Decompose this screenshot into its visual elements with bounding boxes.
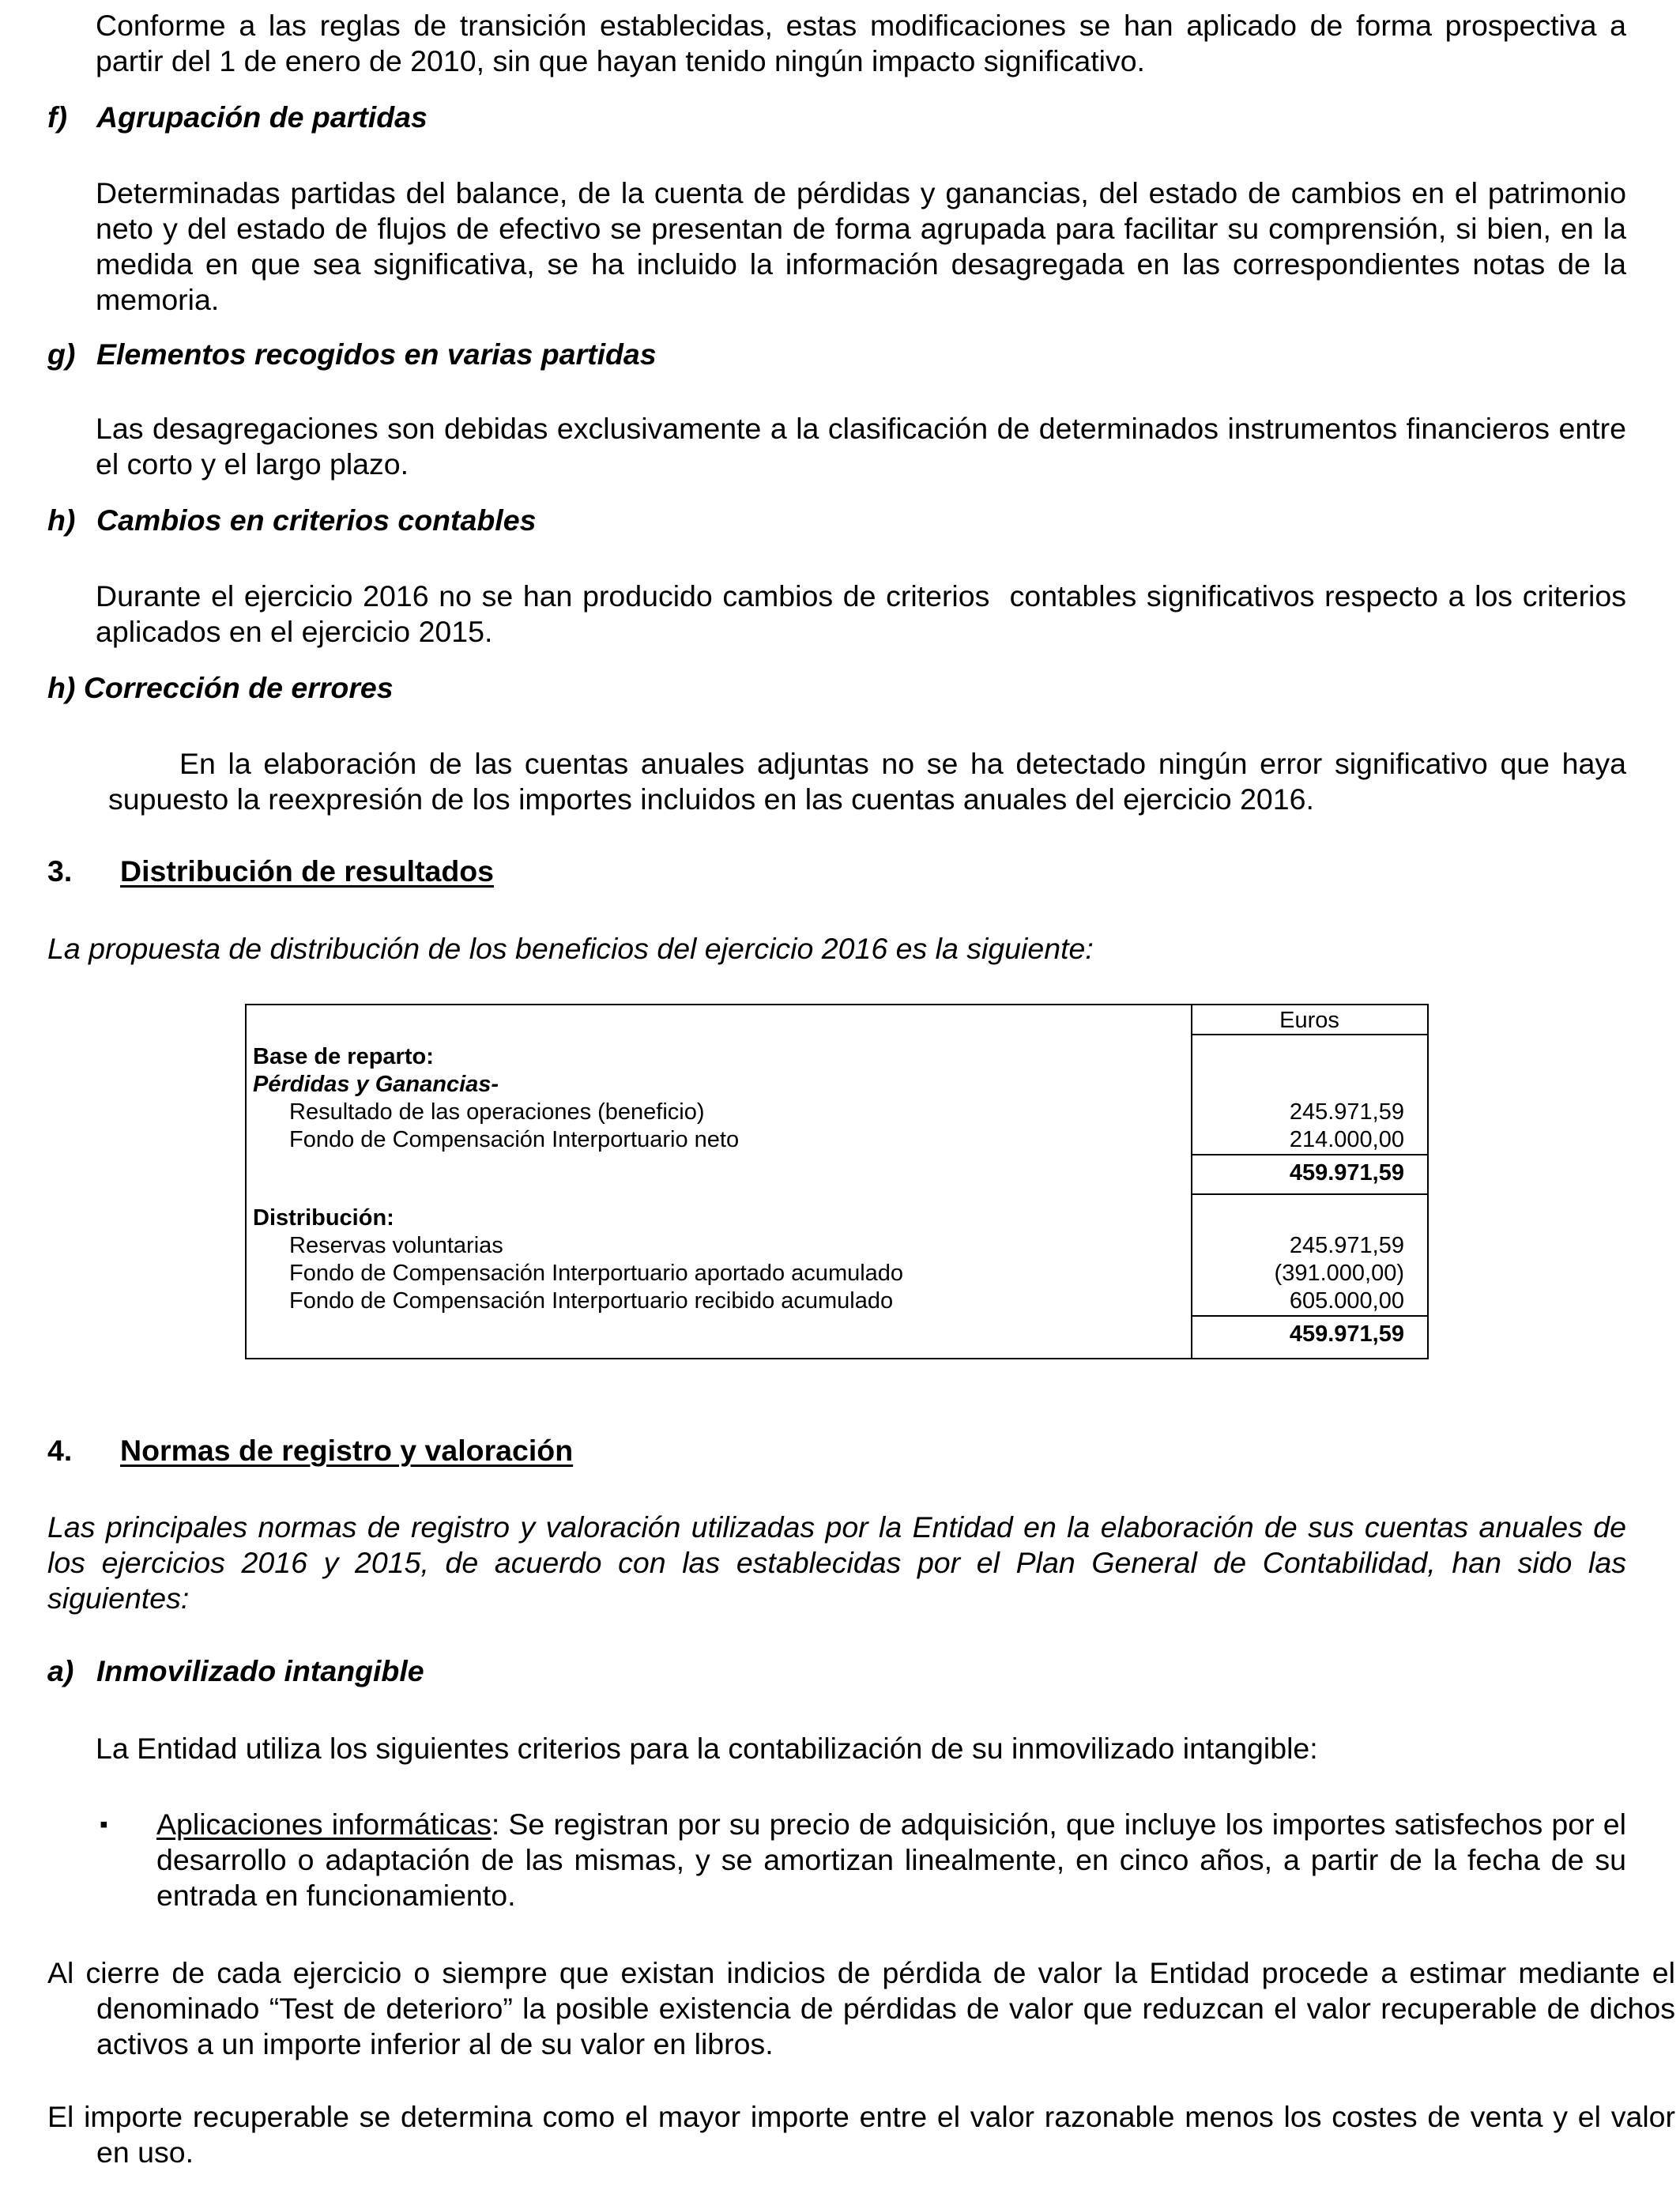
table-row-value: (391.000,00) [1274,1261,1404,1286]
bullet-text: : Se registran por su precio de adquisición, que incluye los importes satisfechos por el desarrollo o adaptación de las mismas, y se amortizan linealmente, en cinco años, a partir de la fecha de su entrada en funcionamiento. [156,1808,1626,1912]
paragraph-f: Determinadas partidas del balance, de la cuenta de pérdidas y ganancias, del estado de cambios en el patrimonio neto y del estado de flujos de efectivo se presentan de forma agrupada para facilitar su comprensión, si bien, en la medida en que sea significativa, se ha incluido la información desagregada en las correspondientes notas de la memoria. [96,176,1626,316]
section-4-heading-text [47,1434,573,1467]
bullet-item-aplicaciones [156,1807,1626,1913]
section-3-heading-text [47,854,494,888]
paragraph-h: Durante el ejercicio 2016 no se han producido cambios de criterios contables significativos respecto a los criterios aplicados en el ejercicio 2015. [96,579,1635,648]
heading-g-title: Elementos recogidos en varias partidas [96,337,657,371]
heading-4a-marker: a) [47,1654,74,1687]
table-row-label: Fondo de Compensación Interportuario aportado acumulado [289,1261,904,1286]
heading-4a-title: Inmovilizado intangible [96,1654,424,1687]
section-3-number: 3. [47,854,73,888]
table-distribution-total: 459.971,59 [1289,1321,1404,1347]
table-subtotal-line [1191,1154,1427,1155]
distribution-table [245,1004,1429,1359]
section-4-heading [47,1433,573,1468]
heading-f-title: Agrupación de partidas [96,100,428,134]
paragraph-g: Las desagregaciones son debidas exclusivamente a la clasificación de determinados instrumentos financieros entre el corto y el largo plazo. [96,412,1626,481]
heading-h-marker: h) [47,503,76,537]
section-4-intro: Las principales normas de registro y valoración utilizadas por la Entidad en la elaboración de sus cuentas anuales de los ejercicios 2016 y 2015, de acuerdo con las establecidas por el Plan General de Contabilidad, han sido las siguientes: [47,1510,1626,1615]
section-3-intro: La propuesta de distribución de los beneficios del ejercicio 2016 es la siguiente: [47,932,1094,965]
paragraph-h2: En la elaboración de las cuentas anuales adjuntas no se ha detectado ningún error significativo que haya supuesto la reexpresión de los importes incluidos en las cuentas anuales del ejercicio 2016. [108,747,1626,816]
heading-h2: h) Corrección de errores [47,671,394,704]
table-pyg-label: Pérdidas y Ganancias- [253,1072,499,1097]
paragraph-recuperable: El importe recuperable se determina como el mayor importe entre el valor razonable menos los costes de venta y el valor en uso. [47,2100,1675,2169]
heading-h-title: Cambios en criterios contables [96,503,537,537]
table-row-label: Fondo de Compensación Interportuario recibido acumulado [289,1288,894,1314]
table-distribution-label: Distribución: [253,1205,394,1231]
heading-f [47,100,428,135]
table-row-label: Reservas voluntarias [289,1233,503,1258]
heading-4a [47,1653,424,1689]
table-row-value: 245.971,59 [1289,1233,1404,1258]
section-3-heading [47,854,494,889]
heading-f-marker: f) [47,100,67,134]
table-base-total: 459.971,59 [1289,1160,1404,1186]
table-row-value: 245.971,59 [1289,1099,1404,1125]
table-row-value: 605.000,00 [1289,1288,1404,1314]
table-row-value: 214.000,00 [1289,1127,1404,1152]
intro-paragraph: Conforme a las reglas de transición establecidas, estas modificaciones se han aplicado de forma prospectiva a partir del 1 de enero de 2010, sin que hayan tenido ningún impacto significativo. [96,9,1626,77]
table-total-line [1191,1193,1427,1195]
section-4-number: 4. [47,1434,73,1467]
section-3-title: Distribución de resultados [120,854,494,888]
heading-g [47,337,657,372]
table-header-euros: Euros [1279,1008,1339,1033]
bullet-square-icon: ▪ [100,1811,108,1838]
table-row-label: Resultado de las operaciones (beneficio) [289,1099,705,1125]
table-row-label: Fondo de Compensación Interportuario neto [289,1127,740,1152]
table-base-label: Base de reparto: [253,1044,434,1069]
heading-h [47,503,536,538]
section-4-title: Normas de registro y valoración [120,1434,574,1467]
heading-g-marker: g) [47,337,76,371]
bullet-term: Aplicaciones informáticas [156,1808,492,1841]
table-subtotal-line [1191,1315,1427,1317]
paragraph-deterioro: Al cierre de cada ejercicio o siempre que existan indicios de pérdida de valor la Entidad procede a estimar mediante el denominado “Test de deterioro” la posible existencia de pérdidas de valor que reduzcan el valor recuperable de dichos activos a un importe inferior al de su valor en libros. [47,1956,1675,2060]
paragraph-4a-lead: La Entidad utiliza los siguientes criterios para la contabilización de su inmovilizado intangible: [96,1732,1318,1765]
